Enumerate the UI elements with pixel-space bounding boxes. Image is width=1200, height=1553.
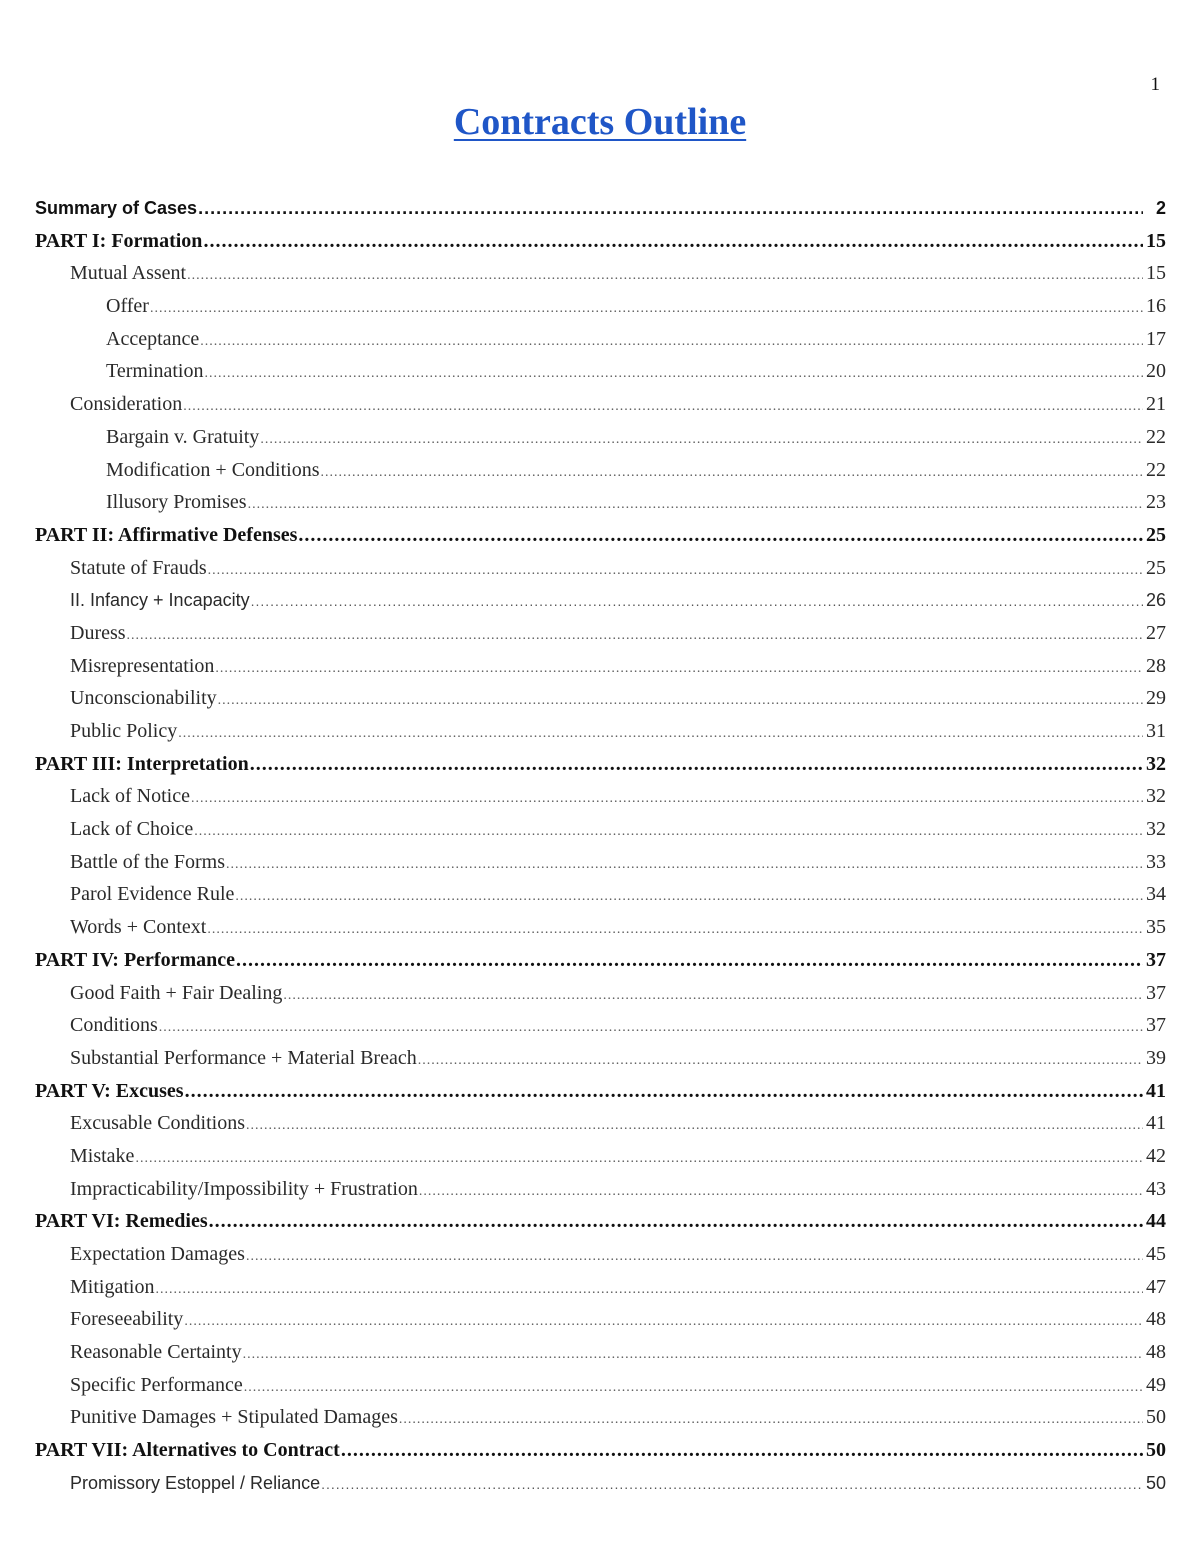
toc-dot-leader [200, 326, 1143, 359]
toc-entry-label: PART VI: Remedies [35, 1210, 208, 1233]
toc-section-entry[interactable] [35, 584, 1166, 617]
toc-section-entry[interactable] [35, 1336, 1166, 1369]
toc-entry-label: Mitigation [70, 1275, 155, 1298]
toc-dot-leader [341, 1434, 1143, 1467]
toc-entry-label: PART IV: Performance [35, 948, 235, 971]
toc-entry-label: PART V: Excuses [35, 1079, 184, 1102]
document-title[interactable]: Contracts Outline [453, 101, 747, 143]
toc-entry-label: Unconscionability [70, 687, 217, 710]
toc-entry-label: Good Faith + Fair Dealing [70, 981, 283, 1004]
toc-entry-label: Termination [106, 360, 204, 383]
toc-section-entry[interactable] [35, 650, 1166, 683]
toc-section-entry[interactable] [35, 1140, 1166, 1173]
toc-section-entry[interactable] [35, 780, 1166, 813]
toc-section-entry[interactable] [35, 1173, 1166, 1206]
toc-dot-leader [246, 1110, 1143, 1143]
toc-entry-label: Substantial Performance + Material Breach [70, 1046, 417, 1069]
toc-section-entry[interactable] [35, 878, 1166, 911]
toc-entry-page-number: 37 [1146, 981, 1166, 1004]
toc-section-entry[interactable] [35, 1009, 1166, 1042]
toc-section-entry[interactable] [35, 1107, 1166, 1140]
toc-entry-label: Duress [70, 621, 126, 644]
toc-entry-page-number: 33 [1146, 850, 1166, 873]
toc-dot-leader [419, 1176, 1143, 1209]
toc-entry-label: Mistake [70, 1144, 135, 1167]
toc-entry-page-number: 25 [1146, 523, 1166, 546]
toc-dot-leader [155, 1274, 1143, 1307]
toc-entry-label: Modification + Conditions [106, 458, 320, 481]
toc-entry-page-number: 41 [1146, 1112, 1166, 1135]
toc-entry-page-number: 37 [1146, 1014, 1166, 1037]
toc-entry-label: PART II: Affirmative Defenses [35, 523, 298, 546]
toc-section-entry[interactable] [35, 1467, 1166, 1500]
toc-part-entry[interactable] [35, 1434, 1166, 1467]
toc-entry-page-number: 17 [1146, 327, 1166, 350]
toc-section-entry[interactable] [35, 388, 1166, 421]
toc-entry-page-number: 44 [1146, 1210, 1166, 1233]
toc-entry-label: Offer [106, 295, 149, 318]
toc-dot-leader [260, 424, 1143, 457]
toc-entry-label: Bargain v. Gratuity [106, 425, 260, 448]
toc-section-entry[interactable] [35, 682, 1166, 715]
toc-section-entry[interactable] [35, 1042, 1166, 1075]
toc-dot-leader [235, 881, 1143, 914]
toc-dot-leader [150, 293, 1143, 326]
toc-dot-leader [209, 1205, 1143, 1238]
toc-dot-leader [208, 555, 1143, 588]
toc-section-entry[interactable] [35, 715, 1166, 748]
toc-entry-label: Parol Evidence Rule [70, 883, 235, 906]
toc-dot-leader [244, 1372, 1143, 1405]
toc-section-entry[interactable] [35, 1271, 1166, 1304]
toc-part-entry[interactable] [35, 748, 1166, 781]
toc-subsection-entry[interactable] [35, 290, 1166, 323]
toc-dot-leader [191, 783, 1143, 816]
toc-entry-page-number: 20 [1146, 360, 1166, 383]
toc-entry-page-number: 16 [1146, 295, 1166, 318]
toc-section-entry[interactable] [35, 1303, 1166, 1336]
toc-dot-leader [204, 358, 1143, 391]
toc-section-entry[interactable] [35, 257, 1166, 290]
toc-entry-label: Acceptance [106, 327, 200, 350]
toc-entry-label: Illusory Promises [106, 491, 247, 514]
toc-entry-label: Excusable Conditions [70, 1112, 245, 1135]
toc-entry-label: II. Infancy + Incapacity [70, 590, 250, 611]
toc-entry-label: Promissory Estoppel / Reliance [70, 1472, 321, 1493]
toc-dot-leader [185, 1075, 1143, 1108]
toc-entry-page-number: 29 [1146, 687, 1166, 710]
toc-entry-label: PART III: Interpretation [35, 752, 249, 775]
toc-part-entry[interactable] [35, 1205, 1166, 1238]
toc-section-entry[interactable] [35, 1238, 1166, 1271]
toc-section-entry[interactable] [35, 813, 1166, 846]
toc-entry-page-number: 15 [1146, 262, 1166, 285]
toc-subsection-entry[interactable] [35, 486, 1166, 519]
toc-entry-page-number: 15 [1146, 229, 1166, 252]
toc-entry-page-number: 32 [1146, 818, 1166, 841]
toc-entry-page-number: 37 [1146, 948, 1166, 971]
toc-entry-page-number: 35 [1146, 916, 1166, 939]
toc-section-entry[interactable] [35, 1401, 1166, 1434]
toc-part-entry[interactable] [35, 1075, 1166, 1108]
toc-entry-page-number: 22 [1146, 458, 1166, 481]
toc-dot-leader [184, 1306, 1143, 1339]
toc-entry-page-number: 48 [1146, 1308, 1166, 1331]
toc-entry-page-number: 42 [1146, 1144, 1166, 1167]
toc-dot-leader [178, 718, 1143, 751]
toc-entry-label: PART I: Formation [35, 229, 203, 252]
toc-subsection-entry[interactable] [35, 323, 1166, 356]
toc-part-entry[interactable] [35, 225, 1166, 258]
toc-dot-leader [183, 391, 1143, 424]
toc-dot-leader [251, 585, 1143, 618]
toc-entry-label: Foreseeability [70, 1308, 184, 1331]
toc-dot-leader [159, 1012, 1143, 1045]
table-of-contents [35, 192, 1166, 1500]
toc-dot-leader [298, 519, 1143, 552]
toc-entry-page-number: 25 [1146, 556, 1166, 579]
toc-section-entry[interactable] [35, 552, 1166, 585]
toc-entry-label: Battle of the Forms [70, 850, 225, 873]
toc-dot-leader [321, 457, 1144, 490]
toc-entry-page-number: 41 [1146, 1079, 1166, 1102]
toc-dot-leader [135, 1143, 1143, 1176]
toc-entry-label: Punitive Damages + Stipulated Damages [70, 1406, 398, 1429]
toc-dot-leader [246, 1241, 1143, 1274]
toc-section-entry[interactable] [35, 846, 1166, 879]
toc-entry-label: Conditions [70, 1014, 158, 1037]
toc-dot-leader [198, 192, 1143, 225]
toc-entry-page-number: 28 [1146, 654, 1166, 677]
toc-dot-leader [127, 620, 1143, 653]
toc-entry-label: Words + Context [70, 916, 207, 939]
toc-dot-leader [321, 1468, 1143, 1501]
toc-entry-label: Impracticability/Impossibility + Frustration [70, 1177, 418, 1200]
toc-entry-page-number: 47 [1146, 1275, 1166, 1298]
toc-entry-label: Mutual Assent [70, 262, 187, 285]
toc-entry-page-number: 31 [1146, 720, 1166, 742]
toc-subsection-entry[interactable] [35, 421, 1166, 454]
toc-entry-label: Consideration [70, 393, 183, 416]
page-number: 1 [1150, 74, 1160, 95]
toc-entry-label: Statute of Frauds [70, 556, 207, 579]
toc-entry-label: Public Policy [70, 720, 178, 742]
toc-entry-page-number: 22 [1146, 425, 1166, 448]
toc-dot-leader [236, 944, 1143, 977]
toc-dot-leader [187, 260, 1143, 293]
toc-section-entry[interactable] [35, 617, 1166, 650]
toc-entry-page-number: 2 [1155, 198, 1166, 218]
toc-dot-leader [207, 914, 1143, 947]
toc-entry-label: Summary of Cases [35, 198, 198, 218]
toc-entry-page-number: 50 [1145, 1472, 1166, 1493]
toc-entry-label: Expectation Damages [70, 1243, 245, 1265]
toc-subsection-entry[interactable] [35, 355, 1166, 388]
toc-entry-page-number: 23 [1146, 491, 1166, 514]
toc-entry-page-number: 26 [1145, 590, 1166, 611]
toc-entry-page-number: 45 [1146, 1243, 1166, 1265]
toc-entry-page-number: 27 [1146, 621, 1166, 644]
toc-entry-label: Lack of Choice [70, 818, 194, 841]
toc-section-entry[interactable] [35, 1369, 1166, 1402]
toc-entry-page-number: 48 [1146, 1341, 1166, 1364]
toc-dot-leader [226, 849, 1143, 882]
toc-section-entry[interactable] [35, 911, 1166, 944]
toc-entry-label: Lack of Notice [70, 785, 190, 808]
toc-part-entry[interactable] [35, 944, 1166, 977]
toc-entry-page-number: 34 [1146, 883, 1166, 906]
toc-dot-leader [283, 980, 1143, 1013]
toc-entry-label: Reasonable Certainty [70, 1341, 242, 1364]
toc-dot-leader [218, 685, 1143, 718]
toc-part-entry[interactable] [35, 519, 1166, 552]
toc-dot-leader [248, 489, 1143, 522]
toc-dot-leader [203, 225, 1143, 258]
toc-subsection-entry[interactable] [35, 454, 1166, 487]
toc-dot-leader [250, 748, 1143, 781]
toc-entry-label: Misrepresentation [70, 654, 215, 677]
toc-section-entry[interactable] [35, 977, 1166, 1010]
toc-dot-leader [194, 816, 1143, 849]
toc-entry-page-number: 32 [1146, 785, 1166, 808]
toc-part-entry[interactable] [35, 192, 1166, 225]
toc-dot-leader [215, 653, 1143, 686]
toc-entry-page-number: 49 [1146, 1373, 1166, 1396]
toc-entry-page-number: 21 [1146, 393, 1166, 416]
toc-dot-leader [243, 1339, 1143, 1372]
toc-entry-page-number: 39 [1146, 1046, 1166, 1069]
toc-entry-label: Specific Performance [70, 1373, 243, 1396]
toc-dot-leader [418, 1045, 1143, 1078]
toc-entry-page-number: 32 [1146, 752, 1166, 775]
toc-entry-label: PART VII: Alternatives to Contract [35, 1439, 340, 1462]
toc-entry-page-number: 50 [1146, 1439, 1166, 1462]
toc-entry-page-number: 50 [1146, 1406, 1166, 1429]
toc-dot-leader [399, 1404, 1143, 1437]
toc-entry-page-number: 43 [1146, 1177, 1166, 1200]
